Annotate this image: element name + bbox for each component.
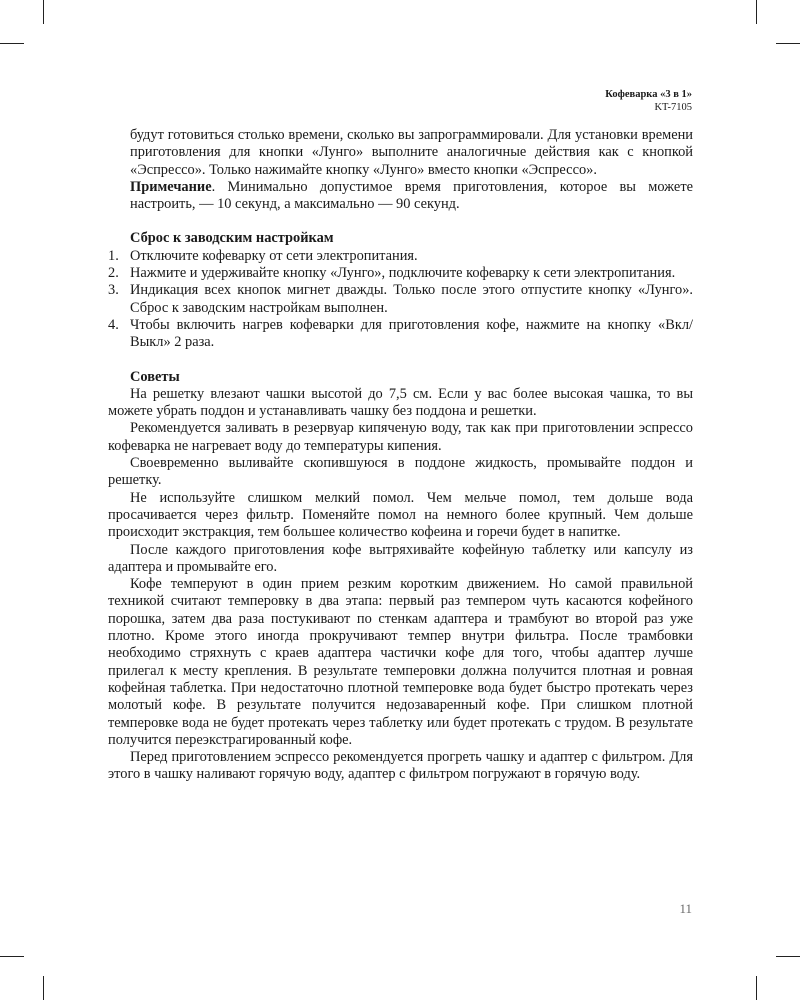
tips-heading: Советы <box>130 368 180 385</box>
header-model: KT-7105 <box>654 102 692 113</box>
crop-mark <box>0 956 24 957</box>
tip-paragraph: На решетку влезают чашки высотой до 7,5 см. Если у вас более высокая чашка, то вы можете убрать поддон и устанавливать чашку без поддона и решетки. <box>108 385 693 420</box>
tip-paragraph: Кофе темперуют в один прием резким коротким движением. Но самой правильной техникой считают темперовку в два этапа: первый раз темпером чуть касаются кофейного порошка, затем два раза постукивают по стенкам адаптера и трамбуют во второй раз уже плотно. Кроме этого иногда прокручивают темпер внутри фильтра. После трамбовки необходимо стряхнуть с краев адаптера частички кофе для того, чтобы адаптер лучше прилегал к месту крепления. В результате темперовки должна получится плотная и ровная кофейная таблетка. При недостаточно плотной темперовке вода будет быстро протекать через молотый кофе. В результате получится недозаваренный кофе. При слишком плотной темперовке вода не будет протекать через таблетку или будет протекать с трудом. В результате получится переэкстрагированный кофе. <box>108 576 693 748</box>
tip-paragraph: Не используйте слишком мелкий помол. Чем мельче помол, тем дольше вода просачивается через фильтр. Поменяйте помол на немного более крупный. Чем дольше происходит экстракция, тем большее количество кофеина и горечи будет в напитке. <box>108 489 693 541</box>
running-header <box>605 88 692 114</box>
page-number: 11 <box>679 901 692 916</box>
tip-paragraph: Перед приготовлением эспрессо рекомендуется прогреть чашку и адаптер с фильтром. Для этого в чашку наливают горячую воду, адаптер с фильтром погружают в горячую воду. <box>108 749 693 783</box>
list-item <box>108 282 693 317</box>
reset-steps-list <box>108 248 693 352</box>
list-item <box>108 248 693 265</box>
header-product: Кофеварка «3 в 1» <box>605 89 692 100</box>
note-label: Примечание <box>130 178 212 195</box>
step-text: Чтобы включить нагрев кофеварки для приготовления кофе, нажмите на кнопку «Вкл/Выкл» 2 раза. <box>130 316 693 351</box>
tip-paragraph: Своевременно выливайте скопившуюся в поддоне жидкость, промывайте поддон и решетку. <box>108 455 693 489</box>
tip-paragraph: Рекомендуется заливать в резервуар кипяченую воду, так как при приготовлении эспрессо кофеварка не нагревает воду до температуры кипения. <box>108 420 693 454</box>
crop-mark <box>43 0 44 24</box>
intro-paragraph: будут готовиться столько времени, сколько вы запрограммировали. Для установки времени приготовления для кнопки «Лунго» выполните аналогичные действия как с кнопкой «Эспрессо». Только нажимайте кнопку «Лунго» вместо кнопки «Эспрессо». <box>130 127 693 178</box>
step-number: 1. <box>108 247 119 264</box>
step-text: Индикация всех кнопок мигнет дважды. Только после этого отпустите кнопку «Лунго». Сброс к заводским настройкам выполнен. <box>130 282 693 316</box>
crop-mark <box>43 976 44 1000</box>
crop-mark <box>776 956 800 957</box>
step-number: 2. <box>108 265 119 282</box>
crop-mark <box>756 0 757 24</box>
step-number: 4. <box>108 316 119 333</box>
crop-mark <box>776 43 800 44</box>
note-text: . Минимально допустимое время приготовления, которое вы можете настроить, — 10 секунд, а максимально — 90 секунд. <box>130 178 693 213</box>
crop-mark <box>756 976 757 1000</box>
page-content <box>108 127 693 784</box>
list-item <box>108 317 693 352</box>
crop-mark <box>0 43 24 44</box>
step-number: 3. <box>108 282 119 299</box>
reset-heading: Сброс к заводским настройкам <box>130 230 334 247</box>
tip-paragraph: После каждого приготовления кофе вытряхивайте кофейную таблетку или капсулу из адаптера и промывайте его. <box>108 541 693 575</box>
list-item <box>108 265 693 282</box>
step-text: Отключите кофеварку от сети электропитания. <box>130 247 418 264</box>
note-paragraph <box>108 179 693 214</box>
step-text: Нажмите и удерживайте кнопку «Лунго», подключите кофеварку к сети электропитания. <box>130 265 676 282</box>
